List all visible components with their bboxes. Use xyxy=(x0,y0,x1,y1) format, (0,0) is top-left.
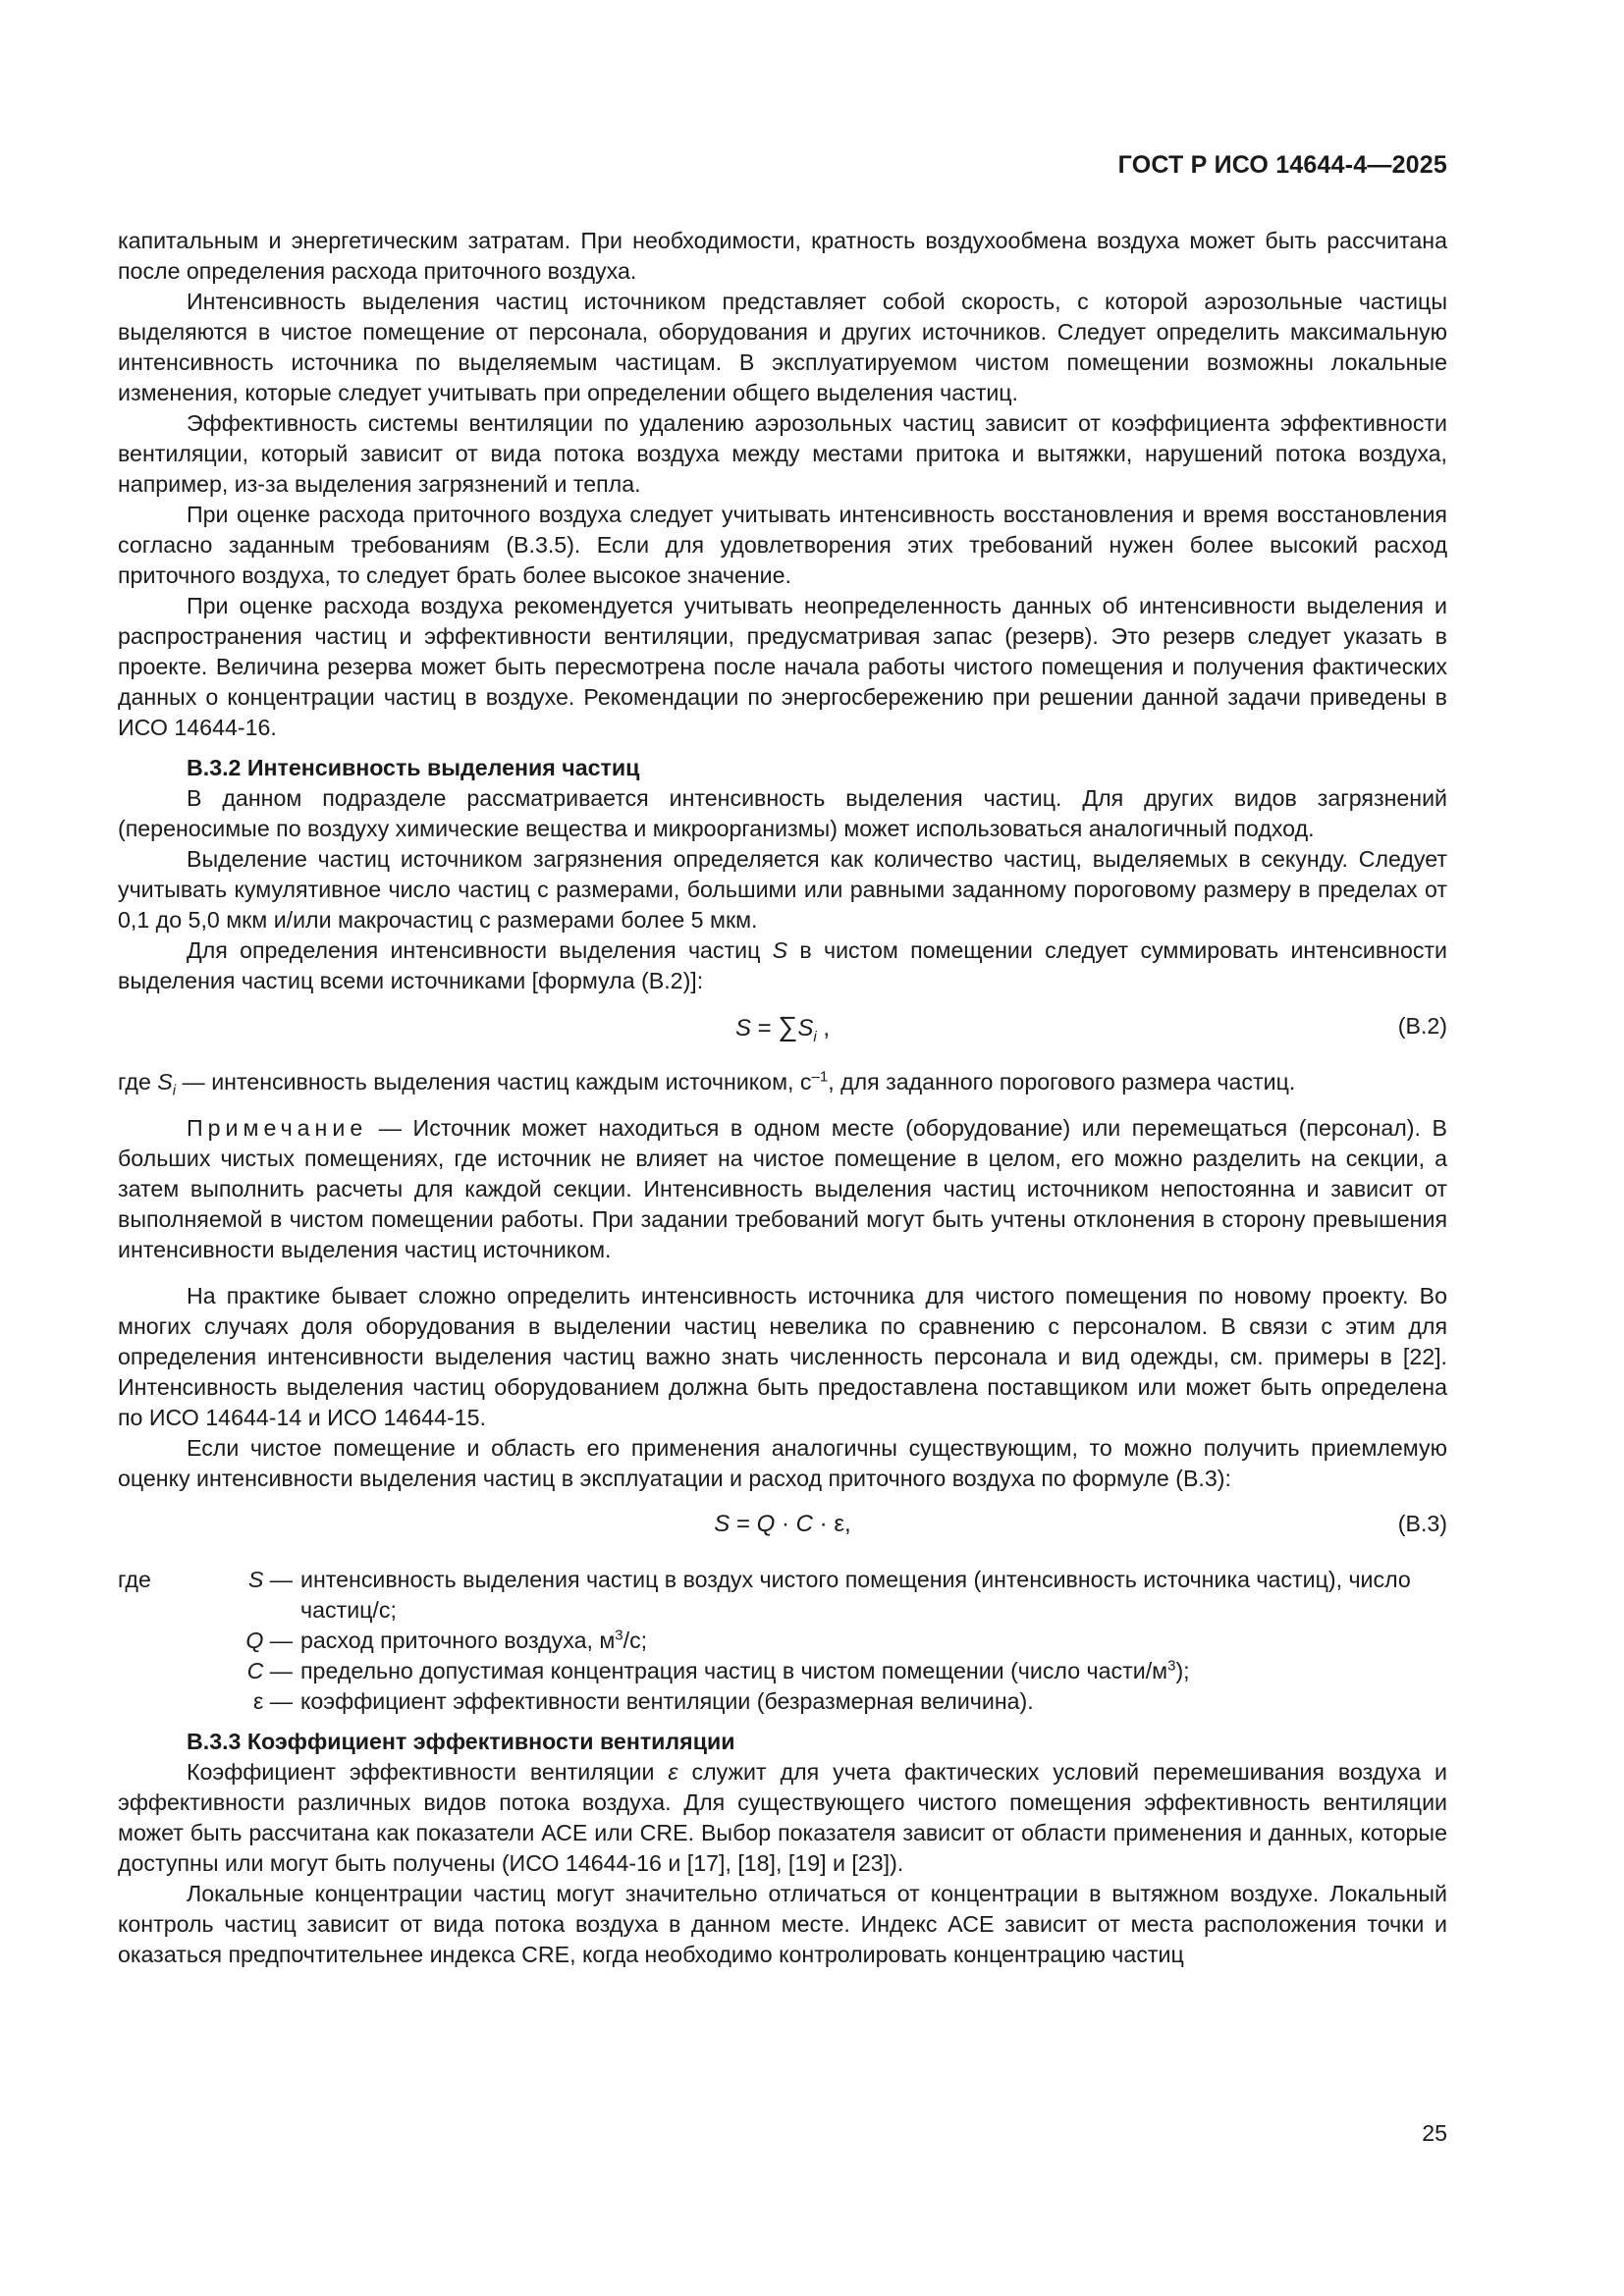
formula-b3 xyxy=(118,1494,1447,1555)
paragraph: Если чистое помещение и область его применения аналогичны существующим, то можно получить приемлемую оценку интенсивности выделения частиц в эксплуатации и расход приточного воздуха по формуле (В.3): xyxy=(118,1435,1447,1491)
paragraph: Локальные концентрации частиц могут значительно отличаться от концентрации в вытяжном воздухе. Локальный контроль частиц зависит от вида потока воздуха в данном месте. Индекс АСЕ зависит от места расположения точки и оказаться предпочтительнее индекса CRE, когда необходимо контролировать концентрацию частиц xyxy=(118,1881,1447,1967)
paragraph: В данном подразделе рассматривается интенсивность выделения частиц. Для других видов загрязнений (переносимые по воздуху химические вещества и микроорганизмы) может использоваться аналогичный подход. xyxy=(118,785,1447,841)
formula-b3-where xyxy=(118,1565,1447,1717)
formula-b2-where: где $S_i$ — интенсивность выделения частиц каждым источником, $с^{-1}$, для заданного порогового размера частиц. xyxy=(118,1068,1296,1099)
where-row: ε — коэффициент эффективности вентиляции (безразмерная величина). xyxy=(253,1688,1034,1714)
paragraph: При оценке расхода воздуха рекомендуется учитывать неопределенность данных об интенсивности выделения и распространения частиц и эффективности вентиляции, предусматривая запас (резерв). Это резерв следует указать в проекте. Величина резерва может быть пересмотрена после начала работы чистого помещения и получения фактических данных о концентрации частиц в воздухе. Рекомендации по энергосбережению при решении данной задачи приведены в ИСО 14644-16. xyxy=(118,593,1447,740)
paragraph: На практике бывает сложно определить интенсивность источника для чистого помещения по новому проекту. Во многих случаях доля оборудования в выделении частиц невелика по сравнению с персоналом. В связи с этим для определения интенсивности выделения частиц важно знать численность персонала и вид одежды, см. примеры в [22]. Интенсивность выделения частиц оборудованием должна быть предоставлена поставщиком или может быть определена по ИСО 14644-14 и ИСО 14644-15. xyxy=(118,1283,1447,1430)
paragraph: Коэффициент эффективности вентиляции ε служит для учета фактических условий перемешивания воздуха и эффективности различных видов потока воздуха. Для существующего чистого помещения эффективность вентиляции может быть рассчитана как показатели АСЕ или CRE. Выбор показателя зависит от области применения и данных, которые доступны или могут быть получены (ИСО 14644-16 и [17], [18], [19] и [23]). xyxy=(118,1759,1448,1876)
paragraph: Для определения интенсивности выделения частиц S в чистом помещении следует суммировать интенсивности выделения частиц всеми источниками [формула (В.2)]: xyxy=(118,937,1448,993)
formula-b2-number: (В.2) xyxy=(1397,1013,1447,1039)
where-row: где S — интенсивность выделения частиц в воздух чистого помещения (интенсивность источника частиц), число частиц/с; xyxy=(118,1567,1411,1623)
where-row: C — предельно допустимая концентрация частиц в чистом помещении (число части/$м^3$); xyxy=(246,1657,1190,1683)
document-body xyxy=(118,226,1447,1970)
where-row: Q — расход приточного воздуха, $м^3/с$; xyxy=(245,1627,648,1653)
formula-b2-expression: $S = \sum S_i$ , xyxy=(734,1011,831,1045)
section-heading-b32: В.3.2 Интенсивность выделения частиц xyxy=(187,755,640,780)
note-label: Примечание xyxy=(187,1115,368,1141)
paragraph: капитальным и энергетическим затратам. При необходимости, кратность воздухообмена воздуха может быть рассчитана после определения расхода приточного воздуха. xyxy=(118,228,1447,284)
page-number: 25 xyxy=(1422,2120,1447,2146)
note: Примечание — Источник может находиться в одном месте (оборудование) или перемещаться (персонал). В больших чистых помещениях, где источник не влияет на чистое помещение в целом, его можно разделить на секции, а затем выполнить расчеты для каждой секции. Интенсивность выделения частиц источником непостоянна и зависит от выполняемой в чистом помещении работы. При задании требований могут быть учтены отклонения в сторону превышения интенсивности выделения частиц источником. xyxy=(118,1115,1447,1262)
formula-b2 xyxy=(118,996,1447,1057)
paragraph: Выделение частиц источником загрязнения определяется как количество частиц, выделяемых в секунду. Следует учитывать кумулятивное число частиц с размерами, большими или равными заданному пороговому размеру в пределах от 0,1 до 5,0 мкм и/или макрочастиц с размерами более 5 мкм. xyxy=(118,846,1447,933)
formula-b3-expression: S = Q · C · ε, xyxy=(714,1511,851,1537)
sum-symbol: ∑ xyxy=(778,1011,798,1041)
section-heading-b33: В.3.3 Коэффициент эффективности вентиляции xyxy=(187,1729,735,1754)
paragraph: Эффективность системы вентиляции по удалению аэрозольных частиц зависит от коэффициента эффективности вентиляции, который зависит от вида потока воздуха между местами притока и вытяжки, нарушений потока воздуха, например, из-за выделения загрязнений и тепла. xyxy=(118,410,1447,497)
document-header: ГОСТ Р ИСО 14644-4—2025 xyxy=(1117,151,1447,179)
document-page xyxy=(118,0,1447,2296)
paragraph: При оценке расхода приточного воздуха следует учитывать интенсивность восстановления и время восстановления согласно заданным требованиям (В.3.5). Если для удовлетворения этих требований нужен более высокий расход приточного воздуха, то следует брать более высокое значение. xyxy=(118,502,1447,588)
formula-b3-number: (В.3) xyxy=(1397,1511,1447,1536)
paragraph: Интенсивность выделения частиц источником представляет собой скорость, с которой аэрозольные частицы выделяются в чистое помещение от персонала, оборудования и других источников. Следует определить максимальную интенсивность источника по выделяемым частицам. В эксплуатируемом чистом помещении возможны локальные изменения, которые следует учитывать при определении общего выделения частиц. xyxy=(118,289,1447,405)
